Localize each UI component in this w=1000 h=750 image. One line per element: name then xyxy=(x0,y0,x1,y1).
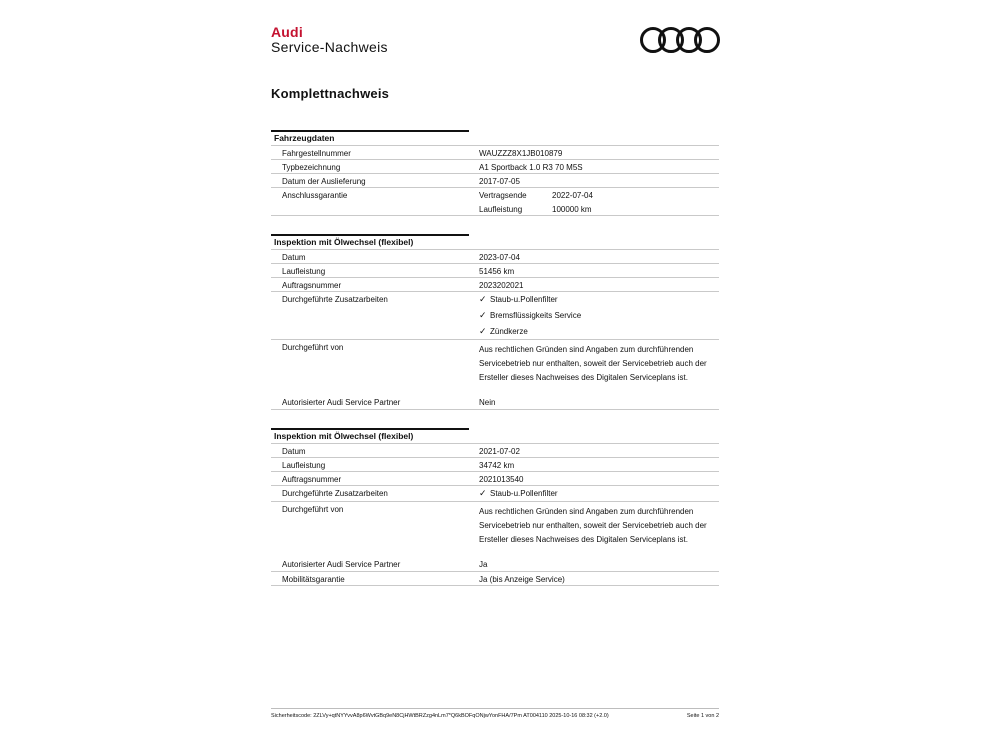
table-row xyxy=(271,278,719,292)
row-label: Datum xyxy=(282,253,306,262)
checkmark-icon: ✓ xyxy=(479,326,487,336)
table-row xyxy=(271,486,719,502)
list-item: ✓ Zündkerze xyxy=(479,326,528,336)
list-item: ✓ Staub-u.Pollenfilter xyxy=(479,294,558,304)
checkmark-icon: ✓ xyxy=(479,294,487,304)
section-heading xyxy=(271,428,719,443)
partner-value: Ja xyxy=(479,560,488,569)
list-item: ✓ Staub-u.Pollenfilter xyxy=(479,488,558,498)
table-row xyxy=(271,160,719,174)
section-title: Inspektion mit Ölwechsel (flexibel) xyxy=(274,431,414,441)
checkmark-icon: ✓ xyxy=(479,310,487,320)
vehicle-data-section xyxy=(271,130,719,216)
row-label: Laufleistung xyxy=(282,461,326,470)
row-label: Durchgeführte Zusatzarbeiten xyxy=(282,489,388,498)
warranty-key: Laufleistung xyxy=(479,205,523,214)
row-label: Autorisierter Audi Service Partner xyxy=(282,398,401,407)
partner-value: Nein xyxy=(479,398,496,407)
table-row xyxy=(271,249,719,264)
table-row xyxy=(271,174,719,188)
table-row xyxy=(271,264,719,278)
section-title: Inspektion mit Ölwechsel (flexibel) xyxy=(274,237,414,247)
section-heading xyxy=(271,234,719,249)
table-row xyxy=(271,188,719,216)
row-label: Mobilitätsgarantie xyxy=(282,575,345,584)
page-number: Seite 1 von 2 xyxy=(686,713,719,719)
performed-by-note: Aus rechtlichen Gründen sind Angaben zum durchführenden Servicebetrieb nur enthalten, soweit der Servicebetrieb auch der Ersteller dieses Nachweises des Digitalen Serviceplans ist. xyxy=(479,345,707,382)
section-heading xyxy=(271,130,719,145)
warranty-value: 100000 km xyxy=(552,205,592,214)
warranty-details xyxy=(479,191,715,219)
table-row xyxy=(271,502,719,557)
table-row xyxy=(271,145,719,160)
performed-by-note: Aus rechtlichen Gründen sind Angaben zum durchführenden Servicebetrieb nur enthalten, soweit der Servicebetrieb auch der Ersteller dieses Nachweises des Digitalen Serviceplans ist. xyxy=(479,507,707,544)
row-label: Autorisierter Audi Service Partner xyxy=(282,560,401,569)
row-label: Typbezeichnung xyxy=(282,163,341,172)
warranty-value: 2022-07-04 xyxy=(552,191,593,200)
inspection-section xyxy=(271,428,719,586)
row-label: Auftragsnummer xyxy=(282,475,342,484)
warranty-key: Vertragsende xyxy=(479,191,527,200)
order-number-value: 2021013540 xyxy=(479,475,524,484)
audi-rings-logo xyxy=(640,25,720,55)
page-title: Komplettnachweis xyxy=(271,86,390,101)
row-label: Laufleistung xyxy=(282,267,326,276)
row-label: Durchgeführte Zusatzarbeiten xyxy=(282,295,388,304)
date-value: 2023-07-04 xyxy=(479,253,520,262)
order-number-value: 2023202021 xyxy=(479,281,524,290)
inspection-section xyxy=(271,234,719,410)
delivery-date-value: 2017-07-05 xyxy=(479,177,520,186)
mobility-value: Ja (bis Anzeige Service) xyxy=(479,575,565,584)
vin-value: WAUZZZ8X1JB010879 xyxy=(479,149,563,158)
date-value: 2021-07-02 xyxy=(479,447,520,456)
row-label: Datum der Auslieferung xyxy=(282,177,366,186)
table-row xyxy=(271,458,719,472)
type-value: A1 Sportback 1.0 R3 70 M5S xyxy=(479,163,583,172)
row-label: Fahrgestellnummer xyxy=(282,149,351,158)
page-footer xyxy=(271,708,719,723)
mileage-value: 34742 km xyxy=(479,461,515,470)
mileage-value: 51456 km xyxy=(479,267,515,276)
table-row xyxy=(271,472,719,486)
row-label: Durchgeführt von xyxy=(282,505,344,514)
table-row xyxy=(271,340,719,395)
table-row xyxy=(271,557,719,572)
document-page xyxy=(271,0,719,750)
table-row xyxy=(271,443,719,458)
brand-name: Audi xyxy=(271,24,303,40)
row-label: Auftragsnummer xyxy=(282,281,342,290)
table-row xyxy=(271,395,719,410)
security-code: Sicherheitscode: 2ZLVy+qtNYYvvA8p6WvtGBq9eN8CjHWtBRZzg4nLm7*Q6kBOFqONjwYonFHA/7Pm AT004110 2025-10-16 08:32 (+2.0) xyxy=(271,713,609,719)
row-label: Durchgeführt von xyxy=(282,343,344,352)
checkmark-icon: ✓ xyxy=(479,488,487,498)
table-row xyxy=(271,292,719,340)
list-item: ✓ Bremsflüssigkeits Service xyxy=(479,310,582,320)
table-row xyxy=(271,572,719,586)
extra-work-list xyxy=(479,295,715,343)
row-label: Anschlussgarantie xyxy=(282,191,348,200)
row-label: Datum xyxy=(282,447,306,456)
document-subtitle: Service-Nachweis xyxy=(271,39,388,55)
section-title: Fahrzeugdaten xyxy=(274,133,335,143)
